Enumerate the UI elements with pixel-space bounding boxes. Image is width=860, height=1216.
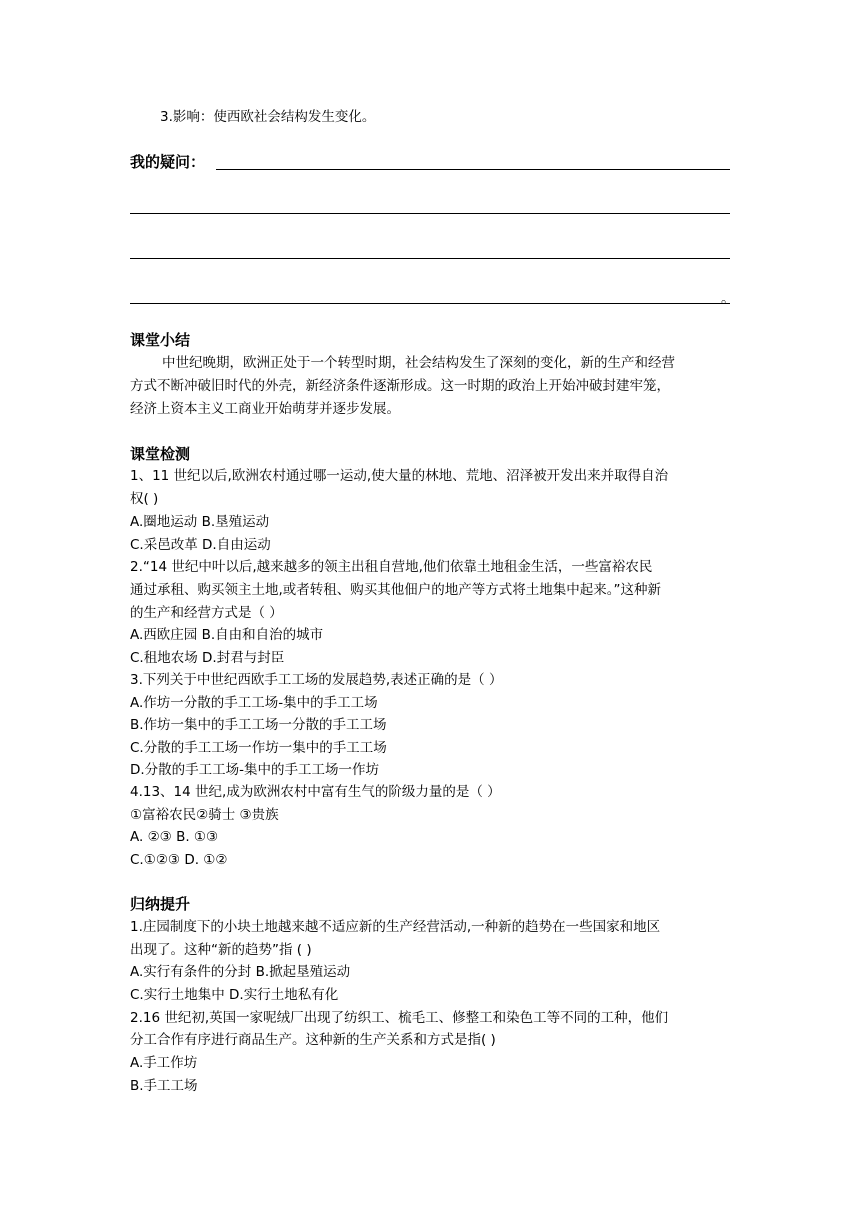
- improve-line: 出现了。这种“新的趋势”指 ( ): [130, 942, 312, 958]
- check-option-line: A.圈地运动 B.垦殖运动: [130, 514, 270, 530]
- question-answer-line-2[interactable]: [130, 213, 730, 214]
- check-option-line: A.作坊一分散的手工工场-集中的手工工场: [130, 695, 378, 711]
- improve-option-line: A.手工作坊: [130, 1055, 198, 1071]
- question-answer-line-1[interactable]: [216, 169, 730, 170]
- summary-line: 中世纪晚期，欧洲正处于一个转型时期，社会结构发生了深刻的变化，新的生产和经营: [162, 355, 675, 371]
- check-option-line: C.①②③ D. ①②: [130, 852, 228, 868]
- check-line: 的生产和经营方式是（ ）: [130, 605, 283, 621]
- question-answer-line-4[interactable]: [130, 303, 730, 304]
- improve-line: 1.庄园制度下的小块土地越来越不适应新的生产经营活动,一种新的趋势在一些国家和地区: [130, 919, 661, 935]
- check-line: ①富裕农民②骑士 ③贵族: [130, 807, 279, 823]
- summary-heading: 课堂小结: [130, 331, 191, 349]
- check-option-line: A.西欧庄园 B.自由和自治的城市: [130, 627, 324, 643]
- check-option-line: C.分散的手工工场一作坊一集中的手工工场: [130, 740, 387, 756]
- improve-option-line: B.手工工场: [130, 1078, 198, 1094]
- improve-option-line: C.实行土地集中 D.实行土地私有化: [130, 987, 339, 1003]
- improve-line: 2.16 世纪初,英国一家呢绒厂出现了纺织工、梳毛工、修整工和染色工等不同的工种，他们: [130, 1010, 669, 1026]
- check-line: 权( ): [130, 491, 159, 507]
- check-option-line: C.采邑改革 D.自由运动: [130, 537, 271, 553]
- check-heading: 课堂检测: [130, 445, 191, 463]
- improve-heading: 归纳提升: [130, 895, 191, 913]
- check-line: 4.13、14 世纪,成为欧洲农村中富有生气的阶级力量的是（ ）: [130, 784, 501, 800]
- check-option-line: B.作坊一集中的手工工场一分散的手工工场: [130, 717, 387, 733]
- check-line: 2.“14 世纪中叶以后,越来越多的领主出租自营地,他们依靠土地租金生活，一些富裕农民: [130, 559, 653, 575]
- check-option-line: C.租地农场 D.封君与封臣: [130, 650, 285, 666]
- questions-label: 我的疑问：: [130, 153, 206, 171]
- check-line: 3.下列关于中世纪西欧手工工场的发展趋势,表述正确的是（ ）: [130, 672, 503, 688]
- question-end-mark: 。: [721, 291, 735, 307]
- improve-option-line: A.实行有条件的分封 B.掀起垦殖运动: [130, 964, 351, 980]
- improve-line: 分工合作有序进行商品生产。这种新的生产关系和方式是指( ): [130, 1032, 496, 1048]
- summary-line: 经济上资本主义工商业开始萌芽并逐步发展。: [130, 401, 400, 417]
- impact-line: 3.影响：使西欧社会结构发生变化。: [160, 109, 376, 125]
- question-answer-line-3[interactable]: [130, 258, 730, 259]
- check-line: 1、11 世纪以后,欧洲农村通过哪一运动,使大量的林地、荒地、沼泽被开发出来并取得自治: [130, 468, 669, 484]
- summary-line: 方式不断冲破旧时代的外壳，新经济条件逐渐形成。这一时期的政治上开始冲破封建牢笼，: [130, 378, 670, 394]
- check-option-line: A. ②③ B. ①③: [130, 829, 219, 845]
- check-option-line: D.分散的手工工场-集中的手工工场一作坊: [130, 762, 380, 778]
- check-line: 通过承租、购买领主土地,或者转租、购买其他佃户的地产等方式将土地集中起来。”这种新: [130, 582, 662, 598]
